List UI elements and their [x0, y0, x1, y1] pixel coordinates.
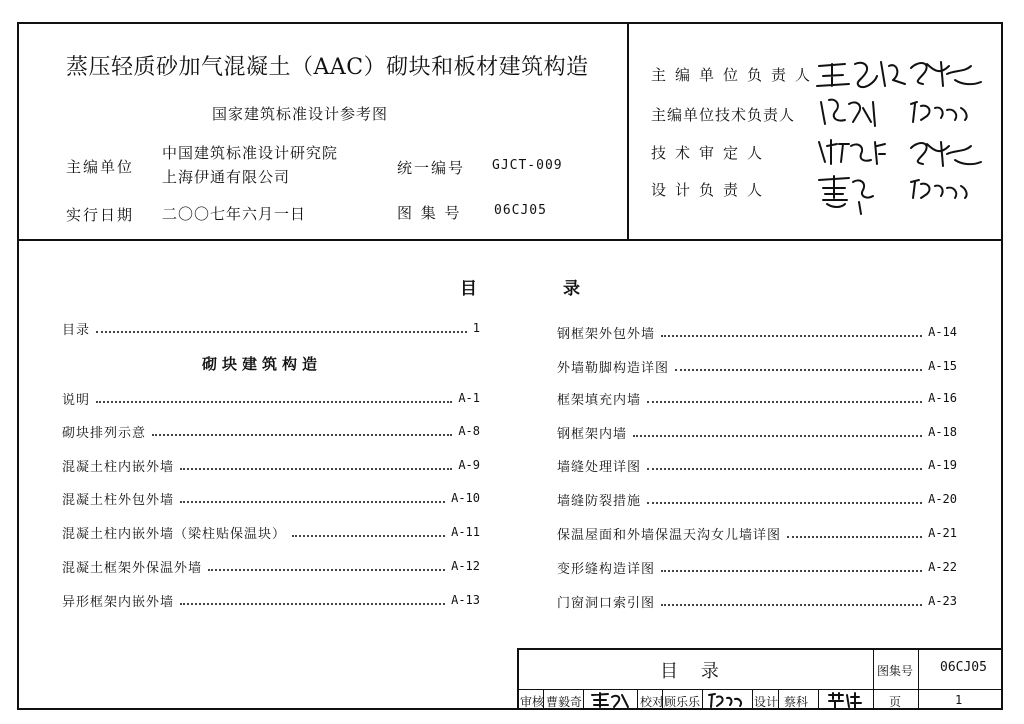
- toc-item-name: 变形缝构造详图: [557, 561, 656, 577]
- toc-item-name: 墙缝防裂措施: [557, 493, 642, 509]
- editor-unit-2: 上海伊通有限公司: [162, 168, 291, 186]
- toc-section-title: 砌块建筑构造: [202, 355, 323, 373]
- signature-tech-review: [815, 132, 985, 172]
- toc-item-page: A-10: [451, 491, 480, 505]
- toc-item-page: A-20: [928, 492, 957, 506]
- toc-leader-dots: [180, 603, 445, 605]
- unified-code: GJCT-009: [492, 158, 563, 173]
- toc-leader-dots: [292, 535, 445, 537]
- role-tech-review: 技术审定人: [651, 144, 772, 162]
- toc-item-page: A-16: [928, 391, 957, 405]
- toc-leader-dots: [633, 435, 922, 437]
- toc-item[interactable]: [62, 556, 480, 576]
- proof-name: 顾乐乐: [664, 695, 701, 709]
- toc-leader-dots: [152, 434, 452, 436]
- toc-item[interactable]: [557, 356, 957, 376]
- toc-item-page: A-9: [458, 458, 480, 472]
- toc-leader-dots: [647, 502, 922, 504]
- toc-leader-dots: [661, 604, 922, 606]
- toc-item-name: 异形框架内嵌外墙: [62, 594, 175, 610]
- toc-item-name: 外墙勒脚构造详图: [557, 360, 670, 376]
- toc-item-name: 砌块排列示意: [62, 425, 147, 441]
- header-right-border: [1001, 22, 1003, 239]
- toc-item-name: 混凝土柱内嵌外墙（梁柱贴保温块）: [62, 526, 287, 542]
- toc-item-name: 钢框架外包外墙: [557, 326, 656, 342]
- proof-signature: [705, 689, 749, 711]
- toc-item[interactable]: [62, 590, 480, 610]
- signature-chief-unit: [815, 52, 985, 94]
- toc-item-page: A-22: [928, 560, 957, 574]
- design-name: 蔡科: [784, 695, 809, 709]
- atlas-subtitle: 国家建筑标准设计参考图: [212, 105, 389, 123]
- header-divider: [627, 22, 629, 239]
- toc-item-name: 墙缝处理详图: [557, 459, 642, 475]
- editor-label: 主编单位: [66, 158, 135, 176]
- toc-item[interactable]: [62, 388, 480, 408]
- page-number: 1: [955, 693, 963, 707]
- toc-item-page: A-19: [928, 458, 957, 472]
- toc-item[interactable]: [557, 591, 957, 611]
- toc-item[interactable]: [557, 388, 957, 408]
- toc-item[interactable]: [557, 523, 957, 543]
- toc-item-page: A-23: [928, 594, 957, 608]
- atlas-no: 06CJ05: [494, 203, 547, 218]
- toc-leader-dots: [661, 570, 922, 572]
- toc-item[interactable]: [557, 557, 957, 577]
- toc-leader-dots: [675, 369, 922, 371]
- toc-item[interactable]: [62, 455, 480, 475]
- toc-item-page: A-8: [458, 424, 480, 438]
- toc-item-page: A-11: [451, 525, 480, 539]
- toc-item-page: A-13: [451, 593, 480, 607]
- proof-label: 校对: [640, 695, 665, 709]
- review-signature: [588, 689, 634, 711]
- toc-item[interactable]: [557, 422, 957, 442]
- toc-heading-left: 目: [460, 279, 477, 299]
- toc-leader-dots: [208, 569, 445, 571]
- toc-item-name: 说明: [62, 392, 91, 408]
- editor-unit-1: 中国建筑标准设计研究院: [162, 144, 339, 162]
- atlas-no-label: 图 集 号: [397, 204, 462, 222]
- design-signature: [825, 689, 869, 711]
- toc-item[interactable]: [557, 322, 957, 342]
- toc-item-name: 保温屋面和外墙保温天沟女儿墙详图: [557, 527, 782, 543]
- role-design-chief: 设计负责人: [651, 181, 772, 199]
- title-block-name: 目 录: [660, 661, 719, 682]
- toc-heading-right: 录: [563, 279, 580, 299]
- unified-code-label: 统一编号: [397, 159, 466, 177]
- toc-item-page: A-21: [928, 526, 957, 540]
- role-tech-chief: 主编单位技术负责人: [651, 106, 796, 124]
- toc-item-name: 框架填充内墙: [557, 392, 642, 408]
- toc-item-page: A-1: [458, 391, 480, 405]
- toc-leader-dots: [787, 536, 922, 538]
- date-label: 实行日期: [66, 206, 135, 224]
- signature-tech-chief: [815, 92, 980, 130]
- toc-leader-dots: [647, 468, 922, 470]
- toc-item-page: A-12: [451, 559, 480, 573]
- atlas-title: 蒸压轻质砂加气混凝土（AAC）砌块和板材建筑构造: [66, 55, 589, 80]
- implementation-date: 二〇〇七年六月一日: [162, 205, 307, 223]
- role-chief-unit: 主编单位负责人: [651, 66, 820, 84]
- toc-leader-dots: [96, 331, 467, 333]
- title-block-atlas-label: 图集号: [877, 664, 914, 678]
- page-label: 页: [889, 695, 902, 709]
- header-bottom-line: [17, 239, 1003, 241]
- toc-leader-dots: [96, 401, 452, 403]
- toc-leader-dots: [661, 335, 922, 337]
- review-label: 审核: [520, 695, 545, 709]
- toc-item[interactable]: [62, 421, 480, 441]
- review-name: 曹毅奇: [546, 695, 583, 709]
- design-label: 设计: [754, 695, 779, 709]
- toc-item[interactable]: [557, 455, 957, 475]
- toc-item-name: 混凝土柱内嵌外墙: [62, 459, 175, 475]
- toc-item-name: 钢框架内墙: [557, 426, 628, 442]
- title-block-atlas-no: 06CJ05: [940, 660, 987, 675]
- toc-item-page: A-14: [928, 325, 957, 339]
- toc-item-name: 混凝土柱外包外墙: [62, 492, 175, 508]
- toc-item[interactable]: [62, 488, 480, 508]
- toc-item-page: A-15: [928, 359, 957, 373]
- toc-item-page: 1: [472, 321, 480, 335]
- toc-item[interactable]: [62, 522, 480, 542]
- toc-item-page: A-18: [928, 425, 957, 439]
- toc-item-name: 混凝土框架外保温外墙: [62, 560, 203, 576]
- toc-item-contents[interactable]: [62, 318, 480, 338]
- toc-leader-dots: [180, 501, 445, 503]
- toc-item[interactable]: [557, 489, 957, 509]
- signature-design-chief: [815, 168, 980, 218]
- toc-leader-dots: [647, 401, 922, 403]
- toc-leader-dots: [180, 468, 452, 470]
- toc-item-name: 目录: [62, 322, 91, 338]
- toc-item-name: 门窗洞口索引图: [557, 595, 656, 611]
